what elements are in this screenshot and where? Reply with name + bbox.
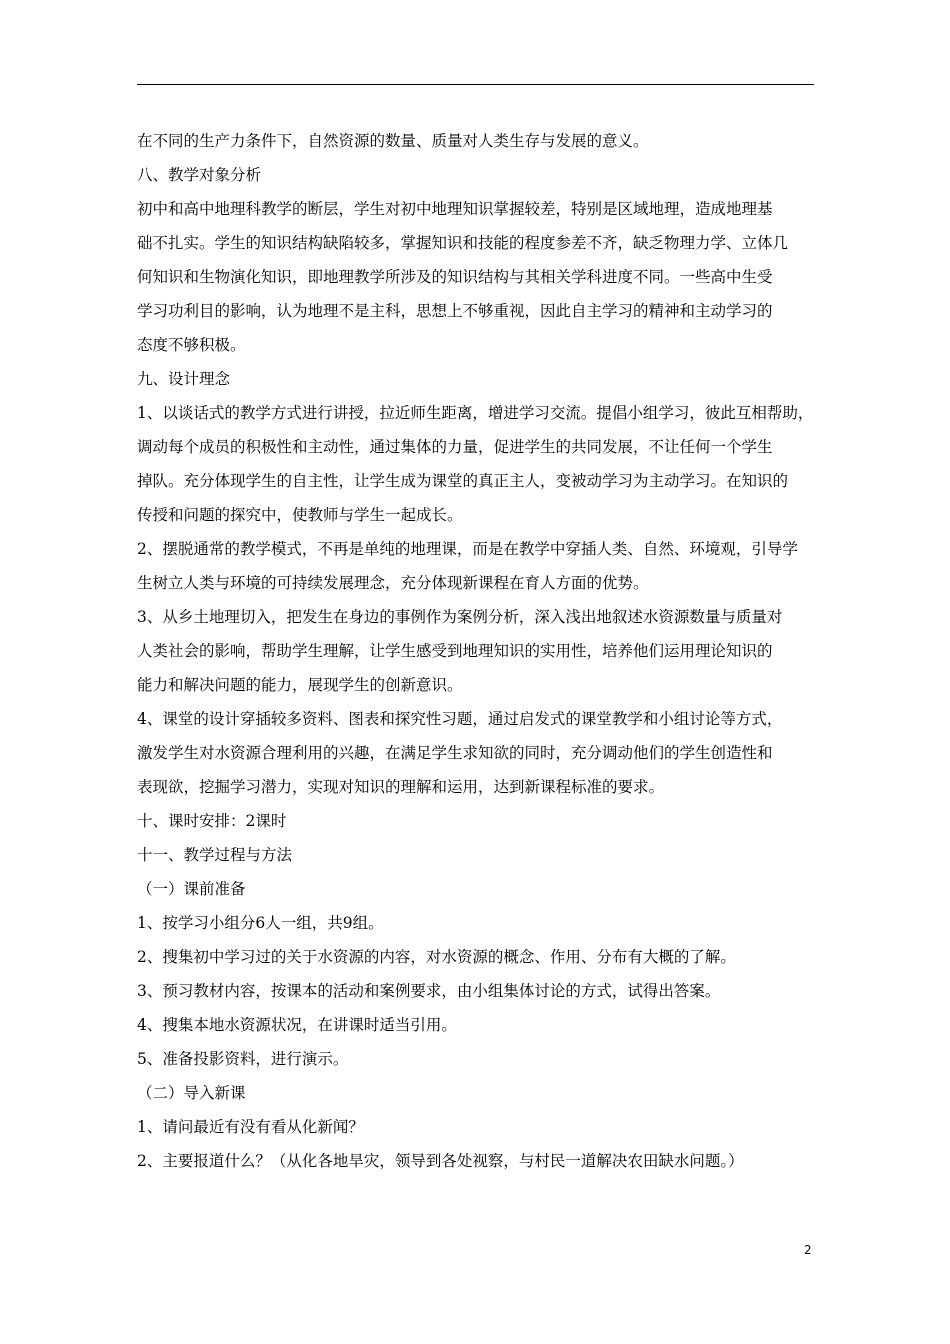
text-line: 础不扎实。学生的知识结构缺陷较多，掌握知识和技能的程度参差不齐，缺乏物理力学、立体几 <box>137 234 789 252</box>
text-line: 1、以谈话式的教学方式进行讲授，拉近师生距离，增进学习交流。提倡小组学习，彼此互相帮助， <box>137 404 814 422</box>
page-number: 2 <box>804 1243 812 1257</box>
text-line: 掉队。充分体现学生的自主性，让学生成为课堂的真正主人，变被动学习为主动学习。在知识的 <box>137 472 789 490</box>
text-line: 4、课堂的设计穿插较多资料、图表和探究性习题，通过启发式的课堂教学和小组讨论等方式， <box>137 710 783 728</box>
text-line: 初中和高中地理科教学的断层，学生对初中地理知识掌握较差，特别是区域地理，造成地理基 <box>137 200 773 218</box>
text-line: 激发学生对水资源合理利用的兴趣，在满足学生求知欲的同时，充分调动他们的学生创造性和 <box>137 744 773 762</box>
text-line: 调动每个成员的积极性和主动性，通过集体的力量，促进学生的共同发展，不让任何一个学生 <box>137 438 773 456</box>
text-line: 3、预习教材内容，按课本的活动和案例要求，由小组集体讨论的方式，试得出答案。 <box>137 982 721 1000</box>
subsection-heading: （二）导入新课 <box>137 1084 246 1102</box>
text-line: 4、搜集本地水资源状况，在讲课时适当引用。 <box>137 1016 457 1034</box>
text-line: 生树立人类与环境的可持续发展理念，充分体现新课程在育人方面的优势。 <box>137 574 649 592</box>
section-heading: 十、课时安排：2课时 <box>137 812 287 830</box>
section-heading: 八、教学对象分析 <box>137 166 262 184</box>
text-line: 2、主要报道什么？（从化各地旱灾，领导到各处视察，与村民一道解决农田缺水问题。） <box>137 1152 744 1170</box>
text-line: 1、按学习小组分6人一组，共9组。 <box>137 914 384 932</box>
text-line: 传授和问题的探究中，使教师与学生一起成长。 <box>137 506 463 524</box>
subsection-heading: （一）课前准备 <box>137 880 246 898</box>
section-heading: 十一、教学过程与方法 <box>137 846 293 864</box>
text-line: 2、摆脱通常的教学模式，不再是单纯的地理课，而是在教学中穿插人类、自然、环境观，引导学 <box>137 540 798 558</box>
text-line: 表现欲，挖掘学习潜力，实现对知识的理解和运用，达到新课程标准的要求。 <box>137 778 665 796</box>
section-heading: 九、设计理念 <box>137 370 231 388</box>
text-line: 3、从乡土地理切入，把发生在身边的事例作为案例分析，深入浅出地叙述水资源数量与质量对 <box>137 608 783 626</box>
document-body <box>137 124 817 1178</box>
text-line: 在不同的生产力条件下，自然资源的数量、质量对人类生存与发展的意义。 <box>137 132 649 150</box>
text-line: 人类社会的影响，帮助学生理解，让学生感受到地理知识的实用性，培养他们运用理论知识的 <box>137 642 773 660</box>
text-line: 学习功利目的影响，认为地理不是主科，思想上不够重视，因此自主学习的精神和主动学习的 <box>137 302 773 320</box>
text-line: 何知识和生物演化知识，即地理教学所涉及的知识结构与其相关学科进度不同。一些高中生受 <box>137 268 773 286</box>
text-line: 态度不够积极。 <box>137 336 246 354</box>
header-rule <box>137 84 814 85</box>
text-line: 1、请问最近有没有看从化新闻？ <box>137 1118 364 1136</box>
text-line: 5、准备投影资料，进行演示。 <box>137 1050 349 1068</box>
text-line: 能力和解决问题的能力，展现学生的创新意识。 <box>137 676 463 694</box>
text-line: 2、搜集初中学习过的关于水资源的内容，对水资源的概念、作用、分布有大概的了解。 <box>137 948 736 966</box>
